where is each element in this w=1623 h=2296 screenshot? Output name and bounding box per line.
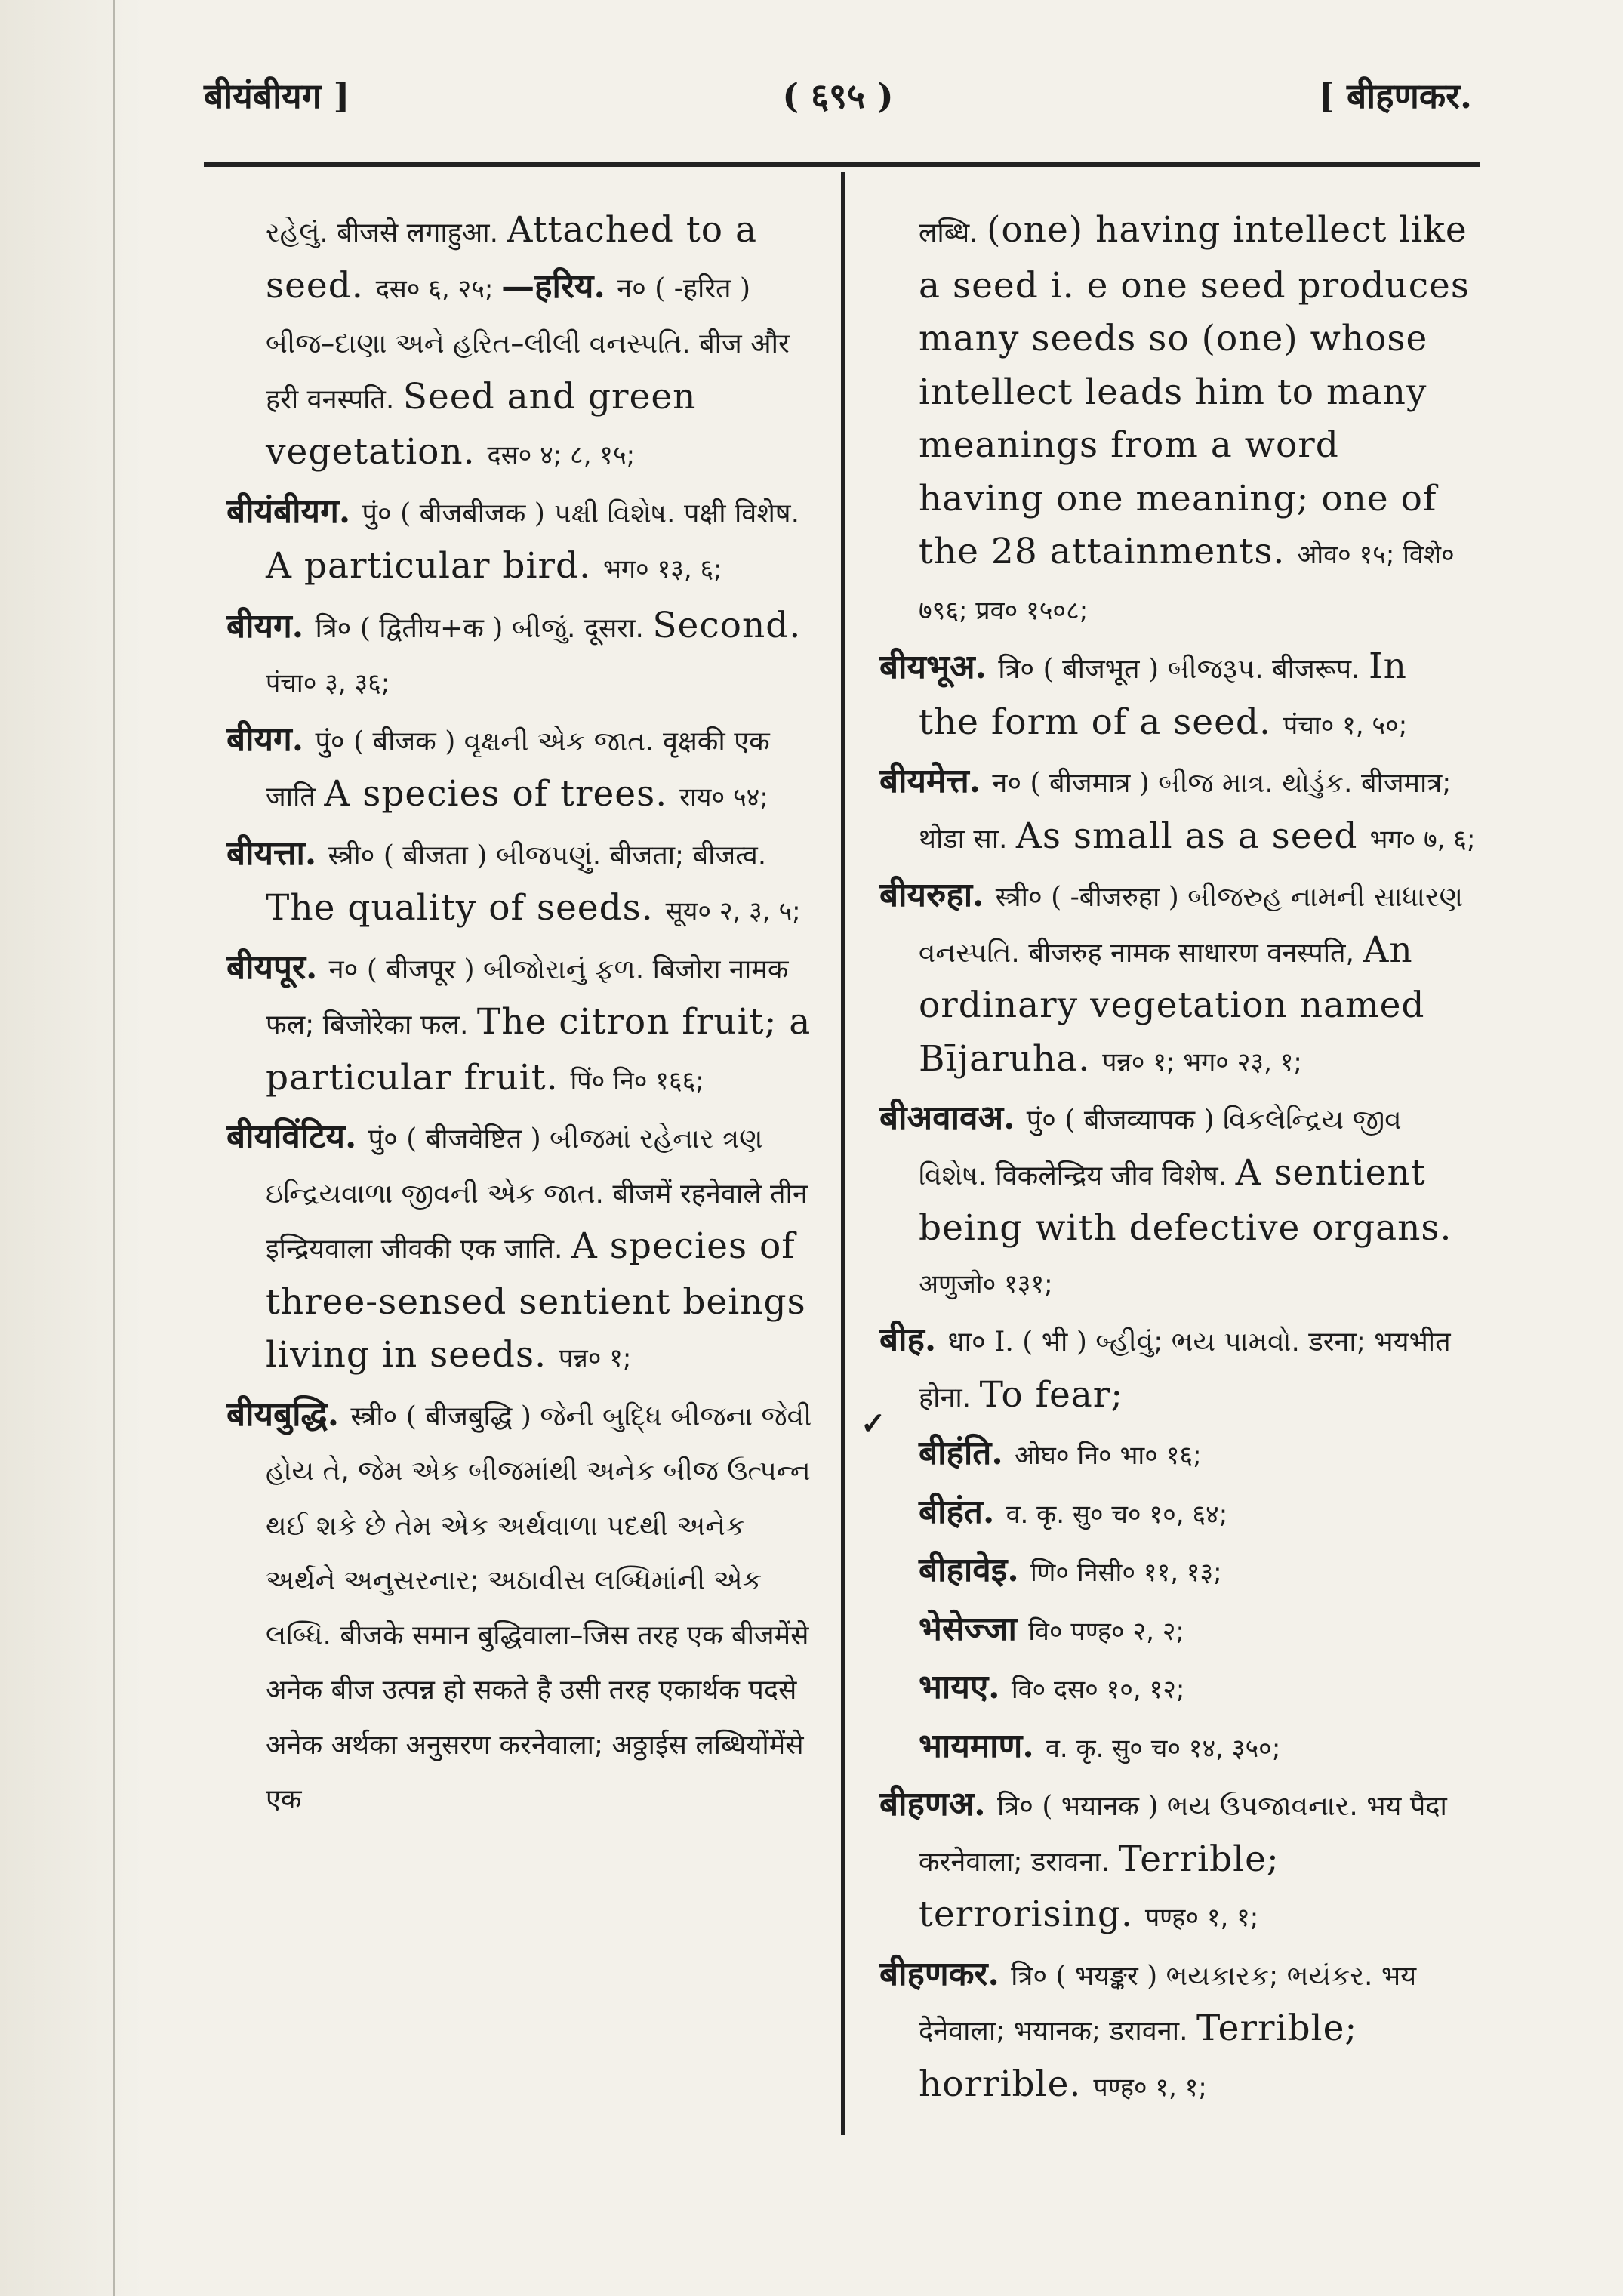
- citation: भग० १३, ६;: [602, 554, 722, 584]
- english-gloss: Second.: [652, 604, 802, 646]
- headword: बीयविंटिय.: [226, 1117, 368, 1156]
- dictionary-entry: [226, 204, 823, 482]
- gloss-text: પક્ષી વિશેષ. पक्षी विशेष.: [553, 498, 800, 529]
- headword: बीयग.: [226, 720, 316, 759]
- right-column: [879, 204, 1476, 2117]
- left-column: [226, 204, 823, 1829]
- headword: भायए.: [919, 1668, 1012, 1706]
- headword: बीयग.: [226, 606, 316, 646]
- grammar-note: स्त्री० ( बीजता ): [328, 840, 496, 871]
- headword: बीयभूअ.: [879, 648, 999, 686]
- citation: राय० ५४;: [679, 782, 768, 812]
- grammar-note: पुं० ( बीजवेष्टित ): [368, 1123, 550, 1154]
- grammar-note: धा० I. ( भी ): [947, 1327, 1096, 1358]
- dictionary-entry: [226, 713, 823, 824]
- headword: बीहणअ.: [879, 1785, 997, 1823]
- header-right-guideword: [ बीहणकर.: [1318, 76, 1472, 116]
- header-left-guideword: बीयंबीयग ]: [204, 76, 350, 116]
- english-gloss: The citron fruit; a particular fruit.: [266, 1001, 812, 1099]
- sub-entry: [879, 1544, 1476, 1600]
- dictionary-entry: [226, 599, 823, 710]
- grammar-note: स्त्री० ( बीजबुद्धि ): [350, 1401, 540, 1432]
- citation: दस० ४; ८, १५;: [487, 440, 636, 470]
- dictionary-entry: [879, 204, 1476, 637]
- citation: वि० पण्ह० २, २;: [1028, 1616, 1184, 1647]
- dictionary-entry: [879, 640, 1476, 752]
- header-rule: [204, 162, 1480, 167]
- english-gloss: A sentient being with defective organs.: [919, 1151, 1452, 1249]
- english-gloss: To fear;: [979, 1373, 1124, 1416]
- sub-entry: [879, 1427, 1476, 1483]
- citation: पिं० नि० १६६;: [570, 1065, 704, 1096]
- page-header: [204, 72, 1472, 140]
- headword: बीअवावअ.: [879, 1099, 1027, 1137]
- sub-entry: [879, 1661, 1476, 1717]
- gloss-text: વિકલેન્દ્રિય જીવ વિશેષ. विकलेन्द्रिय जीव विशेष.: [919, 1105, 1402, 1191]
- citation: पंचा० ३, ३६;: [266, 668, 390, 698]
- citation: ओघ० नि० भा० १६;: [1015, 1441, 1202, 1471]
- gloss-text: વૃક્ષની એક જાત. वृक्षकी एक जाति: [266, 726, 770, 812]
- english-gloss: In the form of a seed.: [919, 646, 1407, 743]
- gloss-text: બીજપણું. बीजता; बीजत्व.: [495, 840, 767, 871]
- gloss-text: બીજ–દાણા અને હરિત–લીલી વનસ્પતિ. बीज और हरी वनस्पति.: [266, 328, 790, 415]
- citation: पण्ह० १, १;: [1144, 1903, 1259, 1933]
- headword: भेसेज्जा: [919, 1609, 1029, 1648]
- english-gloss: Terrible; terrorising.: [919, 1838, 1280, 1935]
- grammar-note: पुं० ( बीजबीजक ): [362, 498, 554, 529]
- dictionary-entry: [226, 1111, 823, 1385]
- grammar-note: स्त्री० ( -बीजरुहा ): [995, 882, 1188, 913]
- citation: दस० ६, २५;: [375, 273, 502, 304]
- column-divider: [841, 172, 845, 2135]
- gloss-text: ભય ઉપજાવનાર. भय पैदा करनेवाला; डरावना.: [919, 1791, 1447, 1878]
- headword: बीह.: [879, 1321, 948, 1359]
- dictionary-entry: [879, 869, 1476, 1089]
- dictionary-entry: [879, 1092, 1476, 1311]
- english-gloss: Terrible; horrible.: [919, 2008, 1358, 2105]
- citation: व. कृ. सु० च० १४, ३५०;: [1046, 1733, 1281, 1764]
- headword: बीयमेत्त.: [879, 762, 993, 800]
- dictionary-entry: [226, 827, 823, 938]
- headword: बीहणकर.: [879, 1954, 1012, 1993]
- headword: बीयपूर.: [226, 948, 329, 987]
- english-gloss: (one) having intellect like a seed i. e one seed produces many seeds so (one) whose intellect leads him to many meanings from a word having one meaning; one of the 28 attainments.: [919, 209, 1470, 572]
- sub-entry: [879, 1486, 1476, 1542]
- citation: पंचा० १, ५०;: [1283, 710, 1408, 741]
- headword: बीयबुद्धि.: [226, 1395, 351, 1434]
- grammar-note: पुं० ( बीजव्यापक ): [1026, 1105, 1223, 1136]
- english-gloss: Attached to a seed.: [266, 209, 757, 307]
- citation: वि० दस० १०, १२;: [1011, 1675, 1185, 1705]
- headword: —हरिय.: [501, 267, 617, 306]
- citation: ओव० १५; विशे० ७९६; प्रव० १५०८;: [919, 540, 1455, 626]
- gloss-text: બીજરૂપ. बीजरूप.: [1167, 654, 1369, 685]
- english-gloss: A species of trees.: [324, 773, 680, 815]
- gloss-text: બીજ માત્ર. થોડુંક. बीजमात्र; थोडा सा.: [919, 768, 1452, 855]
- gloss-text: બીજરુહ નામની સાધારણ વનસ્પતિ. बीजरुह नामक साधारण वनस्पति,: [919, 882, 1463, 969]
- citation: णि० निसी० ११, १३;: [1030, 1558, 1222, 1588]
- grammar-note: पुं० ( बीजक ): [315, 726, 464, 757]
- sub-entry: [879, 1603, 1476, 1659]
- gloss-text: ભયકારક; ભયંકર. भय देनेवाला; भयानक; डरावना.: [919, 1960, 1417, 2047]
- grammar-note: न० ( -हरित ): [617, 273, 751, 304]
- dictionary-entry: [226, 1388, 823, 1826]
- dictionary-entry: [879, 1948, 1476, 2115]
- page-binding-shadow: [0, 0, 143, 2296]
- headword: बीयरुहा.: [879, 876, 996, 914]
- headword: बीहंत.: [919, 1492, 1006, 1531]
- english-gloss: Seed and green vegetation.: [266, 375, 697, 473]
- headword: बीहंति.: [919, 1434, 1015, 1472]
- citation: पण्ह० १, १;: [1093, 2072, 1207, 2103]
- dictionary-entry: [879, 1778, 1476, 1945]
- citation: पन्न० १; भग० २३, १;: [1102, 1046, 1302, 1077]
- headword: बीयत्ता.: [226, 834, 328, 873]
- english-gloss: A particular bird.: [266, 545, 603, 587]
- gloss-text: બીજું. दूसरा.: [511, 612, 653, 644]
- grammar-note: त्रि० ( बीजभूत ): [998, 654, 1168, 685]
- dictionary-entry: [226, 942, 823, 1108]
- citation: भग० ७, ६;: [1369, 824, 1476, 855]
- english-gloss: A species of three-sensed sentient beings living in seeds.: [266, 1225, 806, 1376]
- english-gloss: The quality of seeds.: [266, 887, 666, 929]
- headword: बीयंबीयग.: [226, 492, 362, 531]
- sub-entry: [879, 1720, 1476, 1776]
- gloss-text: लब्धि.: [919, 217, 987, 248]
- english-gloss: As small as a seed: [1015, 815, 1370, 857]
- dictionary-entry: [879, 755, 1476, 866]
- dictionary-entry: [879, 1314, 1476, 1424]
- grammar-note: त्रि० ( भयानक ): [996, 1791, 1167, 1822]
- citation: व. कृ. सु० च० १०, ६४;: [1006, 1499, 1228, 1530]
- page-number: ( ६९५ ): [782, 76, 894, 116]
- gloss-text: બીજોરાનું ફળ. बिजोरा नामक फल; बिजोरेका फल.: [266, 954, 789, 1040]
- headword: बीहावेइ.: [919, 1551, 1030, 1589]
- citation: पन्न० १;: [559, 1343, 632, 1373]
- gloss-text: બ્હીવું; ભય પામવો. डरना; भयभीत होना.: [919, 1327, 1451, 1413]
- dictionary-entry: [226, 485, 823, 596]
- gloss-text: જેની બુદ્ધિ બીજના જેવી હોય તે, જેમ એક બીજમાંથી અનેક બીજ ઉત્પન્ન થઈ શકે છે તેમ એક અર્થવાળા પદથી અનેક અર્થને અનુસરનાર; અઠાવીસ લબ્ધિમાંની એક લબ્ધિ. बीजके समान बुद्धिवाला–जिस तरह एक बीजमेंसे अनेक बीज उत्पन्न हो सकते है उसी तरह एकार्थक पदसे अनेक अर्थका अनुसरण करनेवाला; अठ्ठाईस लब्धियोंमेंसे एक: [266, 1401, 812, 1815]
- gloss-text: બીજમાં રહેનાર ત્રણ ઇન્દ્રિયવાળા જીવની એક જાત. बीजमें रहनेवाले तीन इन्द्रियवाला जीवकी एक जाति.: [266, 1123, 808, 1265]
- citation: सूय० २, ३, ५;: [665, 896, 801, 926]
- gloss-text: રહેલું. बीजसे लगाहुआ.: [266, 217, 507, 248]
- grammar-note: त्रि० ( द्वितीय+क ): [315, 612, 512, 644]
- english-gloss: An ordinary vegetation named Bījaruha.: [919, 929, 1425, 1080]
- citation: अणुजो० १३१;: [919, 1268, 1053, 1299]
- binding-edge-line: [113, 0, 115, 2296]
- grammar-note: न० ( बीजमात्र ): [992, 768, 1159, 799]
- margin-checkmark: ✓: [861, 1406, 886, 1441]
- headword: भायमाण.: [919, 1726, 1046, 1765]
- grammar-note: त्रि० ( भयङ्कर ): [1011, 1960, 1166, 1992]
- grammar-note: न० ( बीजपूर ): [328, 954, 483, 985]
